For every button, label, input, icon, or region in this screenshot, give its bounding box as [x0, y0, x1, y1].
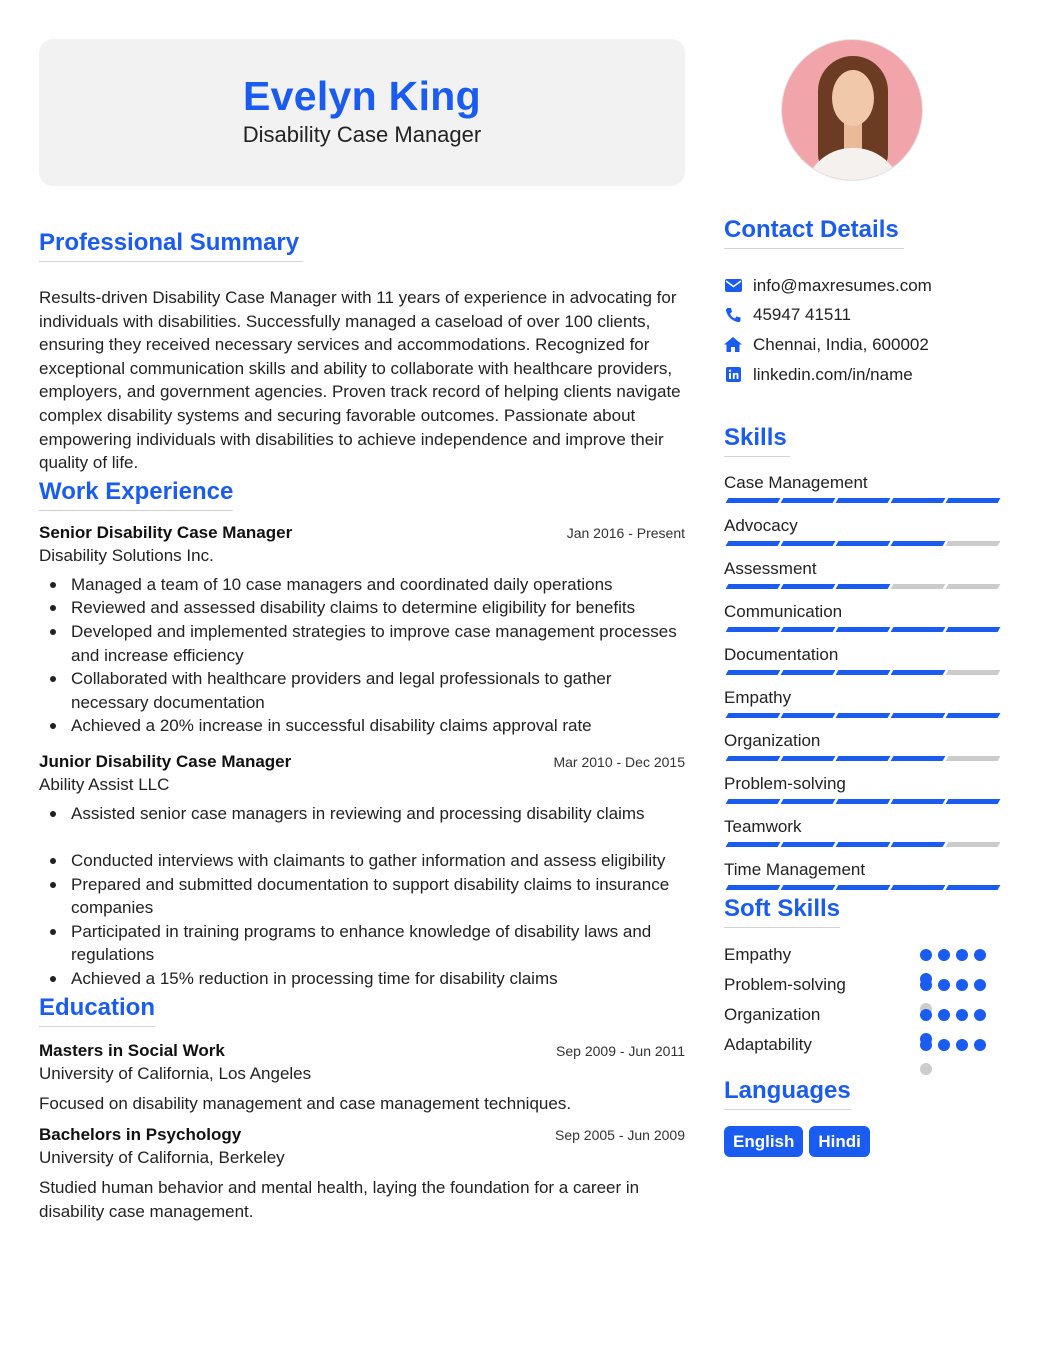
rating-dot — [938, 979, 950, 991]
skill-segment — [726, 541, 781, 546]
job-bullet: Managed a team of 10 case managers and coordinated daily operations — [39, 573, 685, 597]
soft-skill-name: Problem-solving — [724, 974, 846, 994]
skill-segment — [726, 498, 781, 503]
soft-skill-item — [724, 970, 1000, 1000]
skill-segment — [781, 799, 836, 804]
skill-name: Organization — [724, 731, 821, 751]
skill-segment — [836, 541, 891, 546]
skill-segment — [891, 799, 946, 804]
sidebar-column — [724, 39, 1000, 1157]
skill-segment — [891, 713, 946, 718]
rating-dot — [920, 979, 932, 991]
linkedin-icon — [724, 366, 742, 384]
contact-address — [724, 330, 1000, 360]
skill-segment — [726, 584, 781, 589]
job-role: Senior Disability Case Manager — [39, 522, 293, 542]
languages-heading: Languages — [724, 1077, 851, 1110]
job-entry — [39, 752, 685, 991]
job-bullet: Participated in training programs to enhance knowledge of disability laws and regulations — [39, 920, 685, 967]
skills-heading: Skills — [724, 424, 790, 457]
job-date: Mar 2010 - Dec 2015 — [553, 753, 685, 770]
skill-name: Assessment — [724, 559, 817, 579]
skill-item — [724, 602, 1000, 645]
skill-segment — [781, 498, 836, 503]
header-card — [39, 39, 685, 186]
skill-segment — [781, 627, 836, 632]
contact-section — [724, 216, 1000, 389]
skill-segment — [726, 756, 781, 761]
skill-segment — [726, 885, 781, 890]
skill-segment — [836, 842, 891, 847]
rating-dot — [956, 1039, 968, 1051]
education-school: University of California, Berkeley — [39, 1148, 285, 1168]
skill-segment — [781, 885, 836, 890]
job-role: Junior Disability Case Manager — [39, 751, 292, 771]
skill-rating-bar — [724, 670, 1000, 675]
skill-name: Communication — [724, 602, 843, 622]
skill-rating-bar — [724, 799, 1000, 804]
contact-email-text: info@maxresumes.com — [753, 275, 932, 295]
skill-rating-bar — [724, 885, 1000, 890]
skill-name: Problem-solving — [724, 774, 846, 794]
job-bullet: Achieved a 20% increase in successful disability claims approval rate — [39, 714, 685, 738]
summary-text: Results-driven Disability Case Manager with 11 years of experience in advocating for individuals with disabilities. Successfully managed a caseload of over 100 clients, ensuring they received necessary services and accommodations. Recognized for exceptional communication skills and ability to collaborate with healthcare providers, employers, and government agencies. Proven track record of helping clients navigate complex disability systems and securing favorable outcomes. Passionate about empowering individuals with disabilities to achieve independence and improve their quality of life. — [39, 288, 681, 473]
rating-dot — [956, 1009, 968, 1021]
skill-segment — [781, 541, 836, 546]
skill-rating-bar — [724, 498, 1000, 503]
skill-segment — [946, 627, 1001, 632]
job-date: Jan 2016 - Present — [566, 524, 685, 541]
contact-phone[interactable] — [724, 301, 1000, 331]
skill-segment — [946, 885, 1001, 890]
experience-heading: Work Experience — [39, 478, 233, 511]
skill-segment — [726, 670, 781, 675]
soft-skill-name: Organization — [724, 1005, 821, 1025]
skill-segment — [836, 756, 891, 761]
skill-segment — [781, 713, 836, 718]
job-bullet: Reviewed and assessed disability claims to determine eligibility for benefits — [39, 596, 685, 620]
summary-heading: Professional Summary — [39, 229, 303, 262]
education-entry — [39, 1041, 685, 1116]
language-badge: Hindi — [809, 1126, 870, 1157]
contact-linkedin[interactable] — [724, 360, 1000, 390]
skill-rating-bar — [724, 541, 1000, 546]
skill-segment — [836, 885, 891, 890]
skill-segment — [891, 584, 946, 589]
job-company: Disability Solutions Inc. — [39, 545, 214, 565]
email-icon — [724, 277, 742, 295]
skill-segment — [836, 670, 891, 675]
skill-rating-bar — [724, 713, 1000, 718]
job-bullet: Developed and implemented strategies to improve case management processes and increase efficiency — [39, 620, 685, 667]
skill-segment — [891, 756, 946, 761]
skill-item — [724, 645, 1000, 688]
candidate-title: Disability Case Manager — [242, 122, 482, 147]
summary-section — [39, 229, 685, 475]
skill-segment — [836, 799, 891, 804]
rating-dot — [920, 949, 932, 961]
skill-segment — [946, 799, 1001, 804]
language-badge: English — [724, 1126, 803, 1157]
soft-skills-section — [724, 895, 1000, 1060]
skill-segment — [781, 670, 836, 675]
soft-skills-heading: Soft Skills — [724, 895, 840, 928]
skill-name: Empathy — [724, 688, 792, 708]
soft-skill-item — [724, 939, 1000, 969]
skill-segment — [946, 498, 1001, 503]
skill-segment — [946, 713, 1001, 718]
job-entry — [39, 523, 685, 738]
skill-segment — [836, 713, 891, 718]
skill-name: Advocacy — [724, 516, 798, 536]
skill-name: Case Management — [724, 473, 868, 493]
education-description: Focused on disability management and case management techniques. — [39, 1093, 572, 1113]
rating-dot — [974, 979, 986, 991]
rating-dot — [920, 1009, 932, 1021]
skill-segment — [891, 627, 946, 632]
education-school: University of California, Los Angeles — [39, 1063, 312, 1083]
main-column — [39, 39, 685, 1223]
skill-segment — [946, 541, 1001, 546]
soft-skills-list — [724, 939, 1000, 1060]
skill-item — [724, 731, 1000, 774]
soft-skill-name: Adaptability — [724, 1035, 812, 1055]
skill-segment — [781, 842, 836, 847]
skill-item — [724, 817, 1000, 860]
contact-linkedin-text: linkedin.com/in/name — [753, 364, 913, 384]
soft-skill-item — [724, 1030, 1000, 1060]
skill-segment — [836, 584, 891, 589]
contact-email[interactable] — [724, 271, 1000, 301]
skill-item — [724, 559, 1000, 602]
skill-segment — [891, 885, 946, 890]
skill-segment — [946, 584, 1001, 589]
job-bullets — [39, 573, 685, 738]
skill-segment — [891, 498, 946, 503]
education-date: Sep 2005 - Jun 2009 — [555, 1127, 685, 1144]
skill-segment — [726, 842, 781, 847]
skill-segment — [781, 584, 836, 589]
skill-segment — [891, 842, 946, 847]
profile-photo — [781, 39, 923, 181]
skill-segment — [891, 541, 946, 546]
skill-item — [724, 774, 1000, 817]
languages-section — [724, 1077, 1000, 1157]
contact-phone-text: 45947 41511 — [753, 305, 852, 325]
skill-segment — [891, 670, 946, 675]
skill-segment — [726, 799, 781, 804]
rating-dot — [938, 1009, 950, 1021]
skill-name: Time Management — [724, 860, 866, 880]
soft-skill-item — [724, 1000, 1000, 1030]
rating-dot — [938, 1039, 950, 1051]
skills-section — [724, 424, 1000, 903]
home-icon — [724, 336, 742, 354]
experience-section — [39, 478, 685, 991]
contact-address-text: Chennai, India, 600002 — [753, 334, 929, 354]
skill-rating-bar — [724, 627, 1000, 632]
soft-skill-name: Empathy — [724, 944, 792, 964]
education-heading: Education — [39, 994, 155, 1027]
skill-rating-bar — [724, 756, 1000, 761]
skill-item — [724, 860, 1000, 903]
skill-item — [724, 516, 1000, 559]
skill-rating-bar — [724, 842, 1000, 847]
skill-segment — [726, 627, 781, 632]
skill-item — [724, 473, 1000, 516]
soft-skill-rating — [920, 1000, 1000, 1030]
education-date: Sep 2009 - Jun 2011 — [556, 1042, 685, 1059]
soft-skill-rating — [920, 940, 1000, 970]
contact-heading: Contact Details — [724, 216, 904, 249]
education-degree: Masters in Social Work — [39, 1040, 225, 1060]
soft-skill-rating — [920, 970, 1000, 1000]
candidate-name: Evelyn King — [243, 73, 481, 119]
skill-segment — [946, 670, 1001, 675]
job-bullet: Achieved a 15% reduction in processing time for disability claims — [39, 967, 685, 991]
rating-dot — [956, 979, 968, 991]
rating-dot — [938, 949, 950, 961]
rating-dot — [974, 949, 986, 961]
skill-segment — [946, 842, 1001, 847]
skill-rating-bar — [724, 584, 1000, 589]
education-entry — [39, 1125, 685, 1223]
rating-dot — [974, 1009, 986, 1021]
skill-name: Documentation — [724, 645, 839, 665]
skill-segment — [781, 756, 836, 761]
soft-skill-rating — [920, 1030, 1000, 1060]
job-bullet: Assisted senior case managers in reviewing and processing disability claims — [39, 802, 685, 826]
rating-dot — [920, 1039, 932, 1051]
skill-name: Teamwork — [724, 817, 802, 837]
skill-segment — [946, 756, 1001, 761]
skills-list — [724, 473, 1000, 903]
skill-item — [724, 688, 1000, 731]
skill-segment — [836, 498, 891, 503]
rating-dot — [956, 949, 968, 961]
languages-list — [724, 1126, 1000, 1157]
education-section — [39, 994, 685, 1224]
phone-icon — [724, 306, 742, 324]
education-description: Studied human behavior and mental health, laying the foundation for a career in disability case management. — [39, 1178, 640, 1221]
skill-segment — [726, 713, 781, 718]
job-bullet: Collaborated with healthcare providers and legal professionals to gather necessary documentation — [39, 667, 685, 714]
job-bullet: Conducted interviews with claimants to gather information and assess eligibility — [39, 849, 685, 873]
education-degree: Bachelors in Psychology — [39, 1125, 242, 1145]
job-bullet: Prepared and submitted documentation to support disability claims to insurance companies — [39, 873, 685, 920]
rating-dot — [974, 1039, 986, 1051]
rating-dot — [920, 1063, 932, 1075]
job-bullets — [39, 802, 685, 991]
job-company: Ability Assist LLC — [39, 774, 170, 794]
skill-segment — [836, 627, 891, 632]
